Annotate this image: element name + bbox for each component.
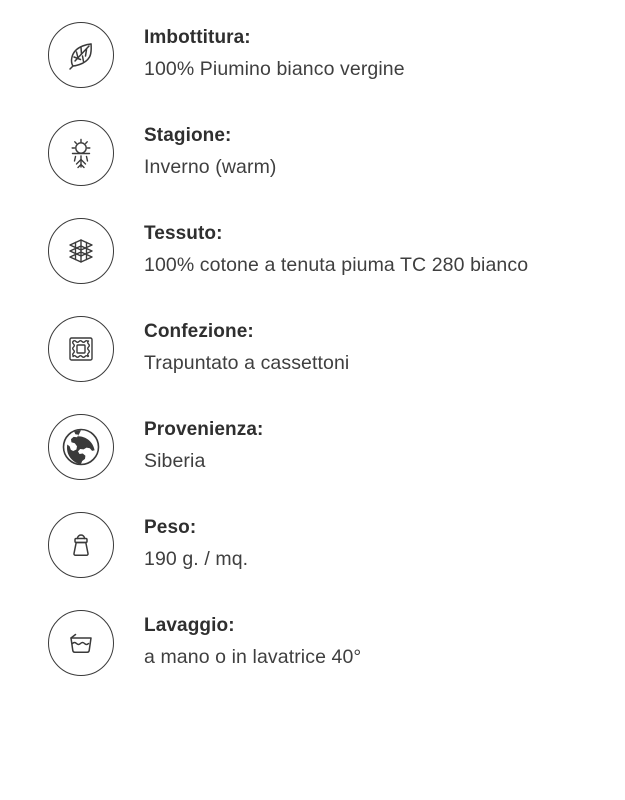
spec-text	[144, 18, 405, 84]
spec-label: Provenienza:	[144, 419, 264, 440]
spec-text	[144, 410, 263, 476]
list-item	[0, 116, 625, 200]
spec-text	[144, 606, 361, 672]
feather-icon	[48, 22, 114, 88]
spec-value: 100% Piumino bianco vergine	[144, 57, 405, 80]
list-item	[0, 606, 625, 690]
spec-value: 190 g. / mq.	[144, 547, 249, 570]
list-item	[0, 508, 625, 592]
list-item	[0, 18, 625, 102]
spec-label: Peso:	[144, 517, 197, 538]
spec-text	[144, 214, 528, 280]
list-item	[0, 214, 625, 298]
spec-text	[144, 312, 349, 378]
weight-icon	[48, 512, 114, 578]
spec-label: Stagione:	[144, 125, 232, 146]
wash-tub-icon	[48, 610, 114, 676]
spec-value: Inverno (warm)	[144, 155, 277, 178]
spec-value: Trapuntato a cassettoni	[144, 351, 350, 374]
sun-snowflake-season-icon	[48, 120, 114, 186]
spec-value: 100% cotone a tenuta piuma TC 280 bianco	[144, 253, 529, 276]
woven-fabric-icon	[48, 218, 114, 284]
spec-label: Tessuto:	[144, 223, 223, 244]
spec-label: Lavaggio:	[144, 615, 235, 636]
spec-value: Siberia	[144, 449, 206, 472]
quilted-box-stitch-icon	[48, 316, 114, 382]
spec-text	[144, 508, 248, 574]
spec-label: Confezione:	[144, 321, 254, 342]
spec-label: Imbottitura:	[144, 27, 251, 48]
list-item	[0, 410, 625, 494]
globe-icon	[48, 414, 114, 480]
spec-value: a mano o in lavatrice 40°	[144, 645, 362, 668]
list-item	[0, 312, 625, 396]
spec-text	[144, 116, 277, 182]
